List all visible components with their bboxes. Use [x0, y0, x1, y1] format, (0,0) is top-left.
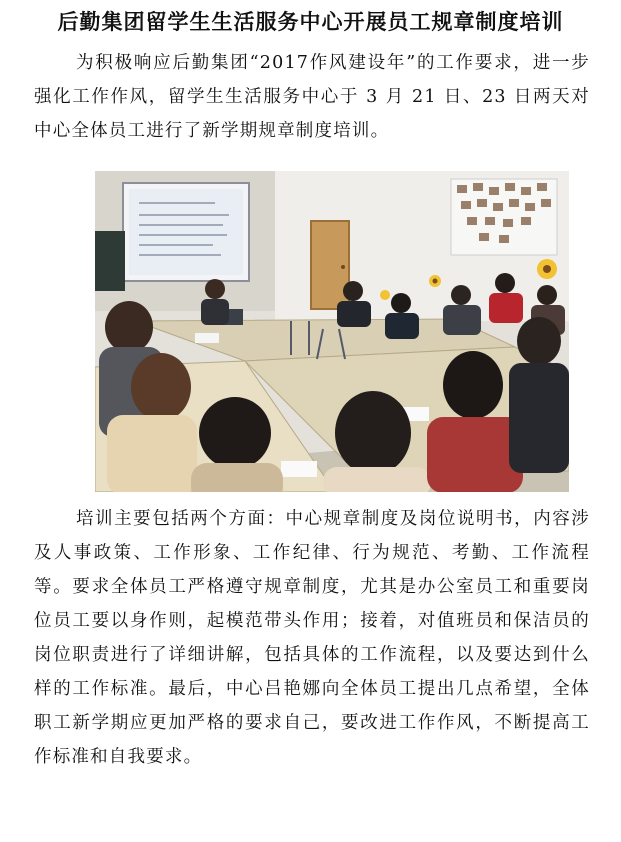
body-paragraph: 培训主要包括两个方面：中心规章制度及岗位说明书，内容涉及人事政策、工作形象、工作纪律、行为规范、考勤、工作流程等。要求全体员工严格遵守规章制度，尤其是办公室员工和重要岗位员工要以身作则，起模范带头作用；接着，对值班员和保洁员的岗位职责进行了详细讲解，包括具体的工作流程，以及要达到什么样的工作标准。最后，中心吕艳娜向全体员工提出几点希望，全体职工新学期应更加严格的要求自己，要改进工作作风，不断提高工作标准和自我要求。: [34, 509, 590, 767]
intro-paragraph: 为积极响应后勤集团“2017作风建设年”的工作要求，进一步强化工作作风，留学生生活服务中心于 3 月 21 日、23 日两天对中心全体员工进行了新学期规章制度培训。: [34, 53, 590, 141]
training-meeting-photo: [95, 171, 569, 492]
article-title: 后勤集团留学生生活服务中心开展员工规章制度培训: [57, 10, 564, 34]
